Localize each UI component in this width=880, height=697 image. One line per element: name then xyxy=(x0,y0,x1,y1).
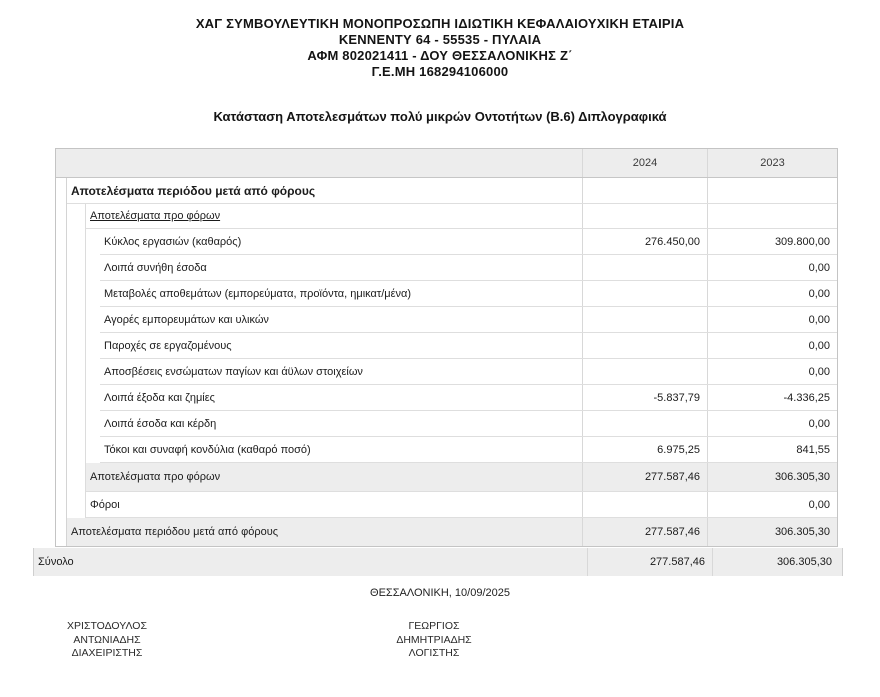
table-row xyxy=(100,333,837,359)
table-row xyxy=(100,307,837,333)
subtotal-after-tax-row xyxy=(67,518,837,546)
table-row xyxy=(100,281,837,307)
row-label: Αποσβέσεις ενσώματων παγίων και άϋλων στοιχείων xyxy=(104,365,363,378)
subtotal-after-tax-label: Αποτελέσματα περιόδου μετά από φόρους xyxy=(71,526,279,538)
row-value-2024 xyxy=(582,255,707,280)
signature-manager xyxy=(48,620,166,661)
column-header-2024: 2024 xyxy=(582,149,707,177)
results-table xyxy=(55,148,838,547)
row-value-2024 xyxy=(582,307,707,332)
group-after-tax-label: Αποτελέσματα περιόδου μετά από φόρους xyxy=(71,183,316,198)
subtotal-after-tax-2024: 277.587,46 xyxy=(582,518,707,546)
empty-value-2023 xyxy=(707,204,837,228)
row-value-2023: 0,00 xyxy=(707,411,837,436)
subtotal-pre-tax-row xyxy=(86,463,837,492)
company-address: ΚΕΝΝΕΝΤΥ 64 - 55535 - ΠΥΛΑΙΑ xyxy=(338,32,542,47)
empty-value-2024 xyxy=(582,178,707,203)
group-pre-tax-label: Αποτελέσματα προ φόρων xyxy=(90,210,221,222)
subtotal-pre-tax-label: Αποτελέσματα προ φόρων xyxy=(90,471,221,483)
column-header-2023: 2023 xyxy=(707,149,837,177)
row-value-2024: 276.450,00 xyxy=(582,229,707,254)
company-header xyxy=(0,0,880,80)
company-name: ΧΑΓ ΣΥΜΒΟΥΛΕΥΤΙΚΗ ΜΟΝΟΠΡΟΣΩΠΗ ΙΔΙΩΤΙΚΗ ΚΕΦΑΛΑΙΟΥΧΙΚΗ ΕΤΑΙΡΙΑ xyxy=(195,16,685,31)
company-tax-info: ΑΦΜ 802021411 - ΔΟΥ ΘΕΣΣΑΛΟΝΙΚΗΣ Ζ΄ xyxy=(307,48,573,63)
company-registry: Γ.Ε.ΜΗ 168294106000 xyxy=(371,64,509,79)
row-value-2024: -5.837,79 xyxy=(582,385,707,410)
signature-line: ΑΝΤΩΝΙΑΔΗΣ xyxy=(73,633,141,646)
signature-accountant xyxy=(328,620,540,661)
detail-rows xyxy=(100,229,837,463)
row-value-2023: 0,00 xyxy=(707,307,837,332)
row-label: Αγορές εμπορευμάτων και υλικών xyxy=(104,313,269,326)
place-date-line: ΘΕΣΣΑΛΟΝΙΚΗ, 10/09/2025 xyxy=(370,587,510,599)
grand-total-2024: 277.587,46 xyxy=(587,548,712,576)
row-label: Λοιπά συνήθη έσοδα xyxy=(104,261,207,274)
row-value-2024: 6.975,25 xyxy=(582,437,707,462)
subtotal-pre-tax-2023: 306.305,30 xyxy=(707,463,837,491)
table-row xyxy=(100,255,837,281)
taxes-row xyxy=(86,492,837,518)
signature-area xyxy=(0,620,880,690)
row-value-2023: 0,00 xyxy=(707,359,837,384)
row-value-2023: 309.800,00 xyxy=(707,229,837,254)
row-value-2023: 0,00 xyxy=(707,255,837,280)
results-statement xyxy=(33,148,843,576)
row-value-2023: 0,00 xyxy=(707,333,837,358)
page-title: Κατάσταση Αποτελεσμάτων πολύ μικρών Οντοτήτων (Β.6) Διπλογραφικά xyxy=(213,109,667,124)
signature-line: ΔΗΜΗΤΡΙΑΔΗΣ xyxy=(396,633,472,646)
grand-total-2023: 306.305,30 xyxy=(712,548,842,576)
row-value-2023: -4.336,25 xyxy=(707,385,837,410)
row-value-2024 xyxy=(582,359,707,384)
table-row xyxy=(100,359,837,385)
signature-line: ΛΟΓΙΣΤΗΣ xyxy=(408,647,460,659)
empty-value-2023 xyxy=(707,178,837,203)
row-value-2023: 0,00 xyxy=(707,281,837,306)
header-label-spacer xyxy=(56,149,582,177)
table-row xyxy=(100,385,837,411)
subtotal-after-tax-2023: 306.305,30 xyxy=(707,518,837,546)
grand-total-label: Σύνολο xyxy=(38,556,74,568)
row-label: Λοιπά έσοδα και κέρδη xyxy=(104,417,217,430)
signature-line: ΧΡΙΣΤΟΔΟΥΛΟΣ xyxy=(67,620,147,632)
taxes-label: Φόροι xyxy=(90,498,120,511)
signature-line: ΓΕΩΡΓΙΟΣ xyxy=(408,620,460,632)
group-after-tax-header-row xyxy=(67,178,837,204)
taxes-2024 xyxy=(582,492,707,517)
group-pre-tax xyxy=(85,204,837,518)
subtotal-pre-tax-2024: 277.587,46 xyxy=(582,463,707,491)
row-label: Μεταβολές αποθεμάτων (εμπορεύματα, προϊόντα, ημικατ/μένα) xyxy=(104,287,412,300)
empty-value-2024 xyxy=(582,204,707,228)
table-row xyxy=(100,437,837,463)
group-after-tax xyxy=(66,178,837,546)
row-value-2023: 841,55 xyxy=(707,437,837,462)
grand-total-row xyxy=(33,548,843,576)
taxes-2023: 0,00 xyxy=(707,492,837,517)
row-label: Παροχές σε εργαζομένους xyxy=(104,339,232,352)
row-value-2024 xyxy=(582,281,707,306)
row-value-2024 xyxy=(582,333,707,358)
group-pre-tax-header-row xyxy=(86,204,837,229)
row-value-2024 xyxy=(582,411,707,436)
row-label: Λοιπά έξοδα και ζημίες xyxy=(104,391,215,404)
row-label: Κύκλος εργασιών (καθαρός) xyxy=(104,235,242,248)
signature-line: ΔΙΑΧΕΙΡΙΣΤΗΣ xyxy=(71,647,143,659)
table-row xyxy=(100,229,837,255)
table-header-row xyxy=(56,149,837,178)
row-label: Τόκοι και συναφή κονδύλια (καθαρό ποσό) xyxy=(104,443,311,456)
table-row xyxy=(100,411,837,437)
